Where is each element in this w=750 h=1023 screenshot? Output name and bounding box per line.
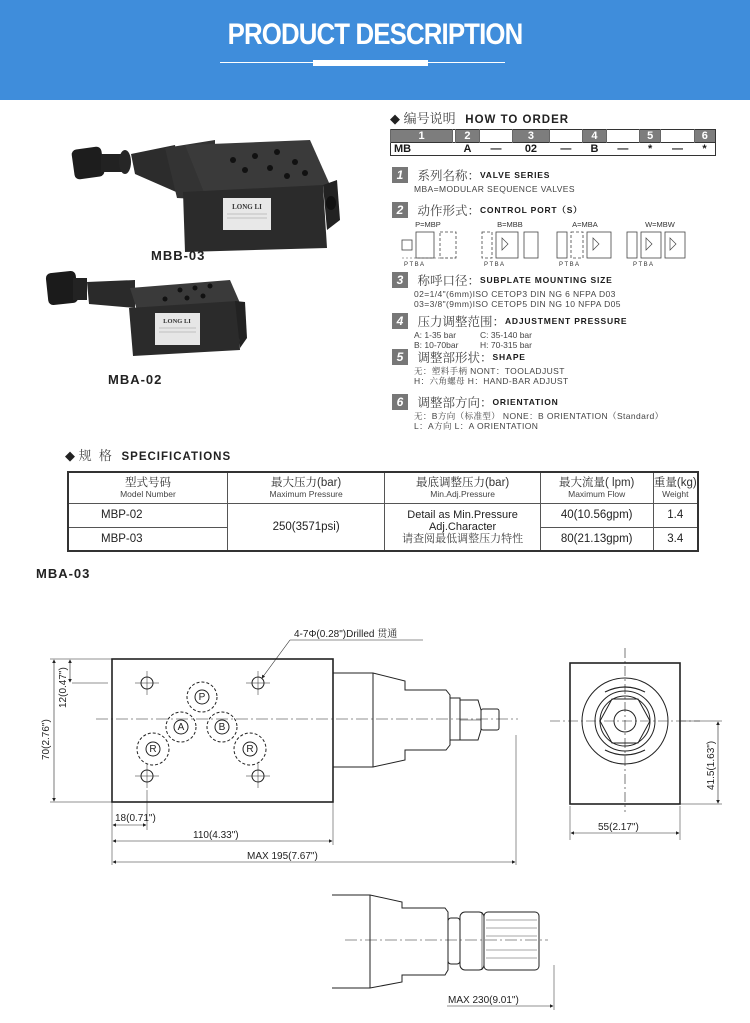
col-max-flow: 最大流量( lpm) Maximum Flow — [540, 472, 653, 503]
item-number-badge: 4 — [392, 313, 408, 329]
product-caption-mba-02: MBA-02 — [108, 372, 163, 387]
svg-text:R: R — [149, 744, 157, 755]
dim-max-length-alt: MAX 230(9.01") — [448, 995, 519, 1006]
dim-max-length: MAX 195(7.67") — [247, 851, 318, 862]
col-min-adj-pressure: 最底调整压力(bar) Min.Adj.Pressure — [385, 472, 540, 503]
item-number-badge: 2 — [392, 202, 408, 218]
order-item-adjustment-pressure: 4 压力调整范围：ADJUSTMENT PRESSURE A: 1-35 bar C: 35-140 bar B: 10-70bar H: 70-315 bar — [392, 312, 742, 350]
specifications-heading: ◆ 规 格 SPECIFICATIONS — [65, 448, 232, 463]
svg-text:P T B A: P T B A — [484, 262, 505, 268]
technical-drawing — [0, 590, 750, 1023]
svg-text:R: R — [246, 744, 254, 755]
order-item-shape: 5 调整部形状：SHAPE 无：塑料手柄 NONT：TOOLADJUST H：六角螺母 H：HAND-BAR ADJUST — [392, 348, 742, 386]
svg-text:P T B A: P T B A — [404, 262, 425, 268]
drawing-title: MBA-03 — [36, 566, 91, 581]
item-number-badge: 3 — [392, 272, 408, 288]
table-row: MBP-02 250(3571psi) Detail as Min.Pressure Adj.Character 请查阅最低调整压力特性 40(10.56gpm) 1.4 — [68, 503, 698, 527]
how-to-order-heading: ◆ 编号说明 HOW TO ORDER — [390, 111, 570, 126]
col-max-pressure: 最大压力(bar) Maximum Pressure — [227, 472, 384, 503]
item-number-badge: 1 — [392, 167, 408, 183]
svg-text:P: P — [198, 692, 206, 703]
svg-text:P T B A: P T B A — [633, 262, 654, 268]
svg-text:B: B — [218, 722, 226, 733]
dim-left-offset: 18(0.71") — [115, 813, 156, 824]
order-item-orientation: 6 调整部方向：ORIENTATION 无：B方向（标准型） NONE：B ORIENTATION（Standard） L：A方向 L：A ORIENTATION — [392, 393, 742, 431]
dim-body-length: 110(4.33") — [193, 830, 239, 841]
dim-height: 70(2.76") — [41, 719, 52, 760]
diamond-bullet-icon: ◆ — [65, 448, 75, 463]
order-code-table: 1 2 3 4 5 6 MB A — 02 — B — * — * — [390, 129, 716, 156]
dim-side-width: 55(2.17") — [598, 822, 639, 833]
item-number-badge: 5 — [392, 349, 408, 365]
control-port-diagrams: P=MBP P T B A B=MBB P T B A A=MBA P T B A W=MBW P T B A — [400, 220, 700, 268]
col-weight: 重量(kg) Weight — [653, 472, 698, 503]
order-item-control-port: 2 动作形式：CONTROL PORT（S） — [392, 201, 742, 219]
product-photo-mba-02 — [45, 268, 255, 358]
specifications-table — [67, 471, 699, 552]
col-model-number: 型式号码 Model Number — [68, 472, 227, 503]
page-title: PRODUCT DESCRIPTION — [227, 18, 523, 51]
diamond-bullet-icon: ◆ — [390, 111, 400, 126]
product-caption-mbb-03: MBB-03 — [151, 248, 206, 263]
order-item-mounting-size: 3 称呼口径：SUBPLATE MOUNTING SIZE 02=1/4"(6mm)ISO CETOP3 DIN NG 6 NFPA D03 03=3/8"(9mm)ISO CETOP5 DIN NG 10 NFPA D05 — [392, 271, 742, 309]
svg-text:P T B A: P T B A — [559, 262, 580, 268]
dim-top-offset: 12(0.47") — [58, 667, 69, 708]
order-item-valve-series: 1 系列名称：VALVE SERIES MBA=MODULAR SEQUENCE VALVES — [392, 166, 742, 194]
svg-text:A: A — [177, 722, 185, 733]
dim-side-center-height: 41.5(1.63") — [706, 740, 717, 790]
table-row: MBP-03 80(21.13gpm) 3.4 — [68, 527, 698, 551]
brand-label: LONG LI — [163, 318, 191, 325]
item-number-badge: 6 — [392, 394, 408, 410]
brand-label: LONG LI — [232, 203, 262, 211]
product-photo-mbb-03 — [65, 140, 345, 255]
header-banner — [0, 0, 750, 100]
hole-note-text: 4-7Φ(0.28")Drilled 贯通 — [294, 629, 398, 640]
title-underline-bar — [313, 60, 428, 66]
